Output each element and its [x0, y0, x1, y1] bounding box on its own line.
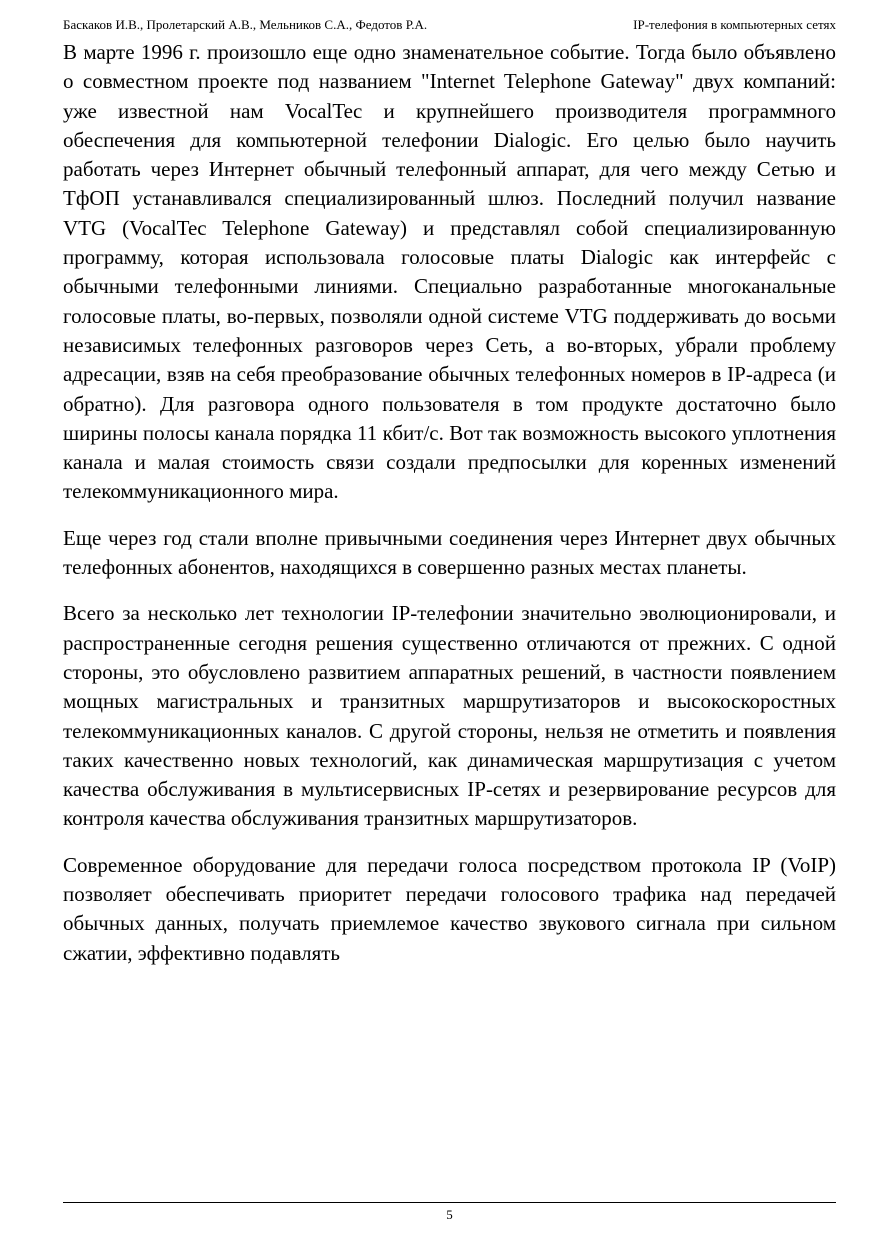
- header-book-title: IP-телефония в компьютерных сетях: [633, 17, 836, 32]
- footer-divider: [63, 1202, 836, 1203]
- paragraph-vtg-gateway: В марте 1996 г. произошло еще одно знаменательное событие. Тогда было объявлено о совместном проекте под названием "Internet Telephone Gateway" двух компаний: уже известной нам VocalTec и крупнейшего производителя программного обеспечения для компьютерной телефонии Dialogic. Его целью было научить работать через Интернет обычный телефонный аппарат, для чего между Сетью и ТфОП устанавливался специализированный шлюз. Последний получил название VTG (VocalTec Telephone Gateway) и представлял собой специализированную программу, которая использовала голосовые платы Dialogic как интерфейс с обычными телефонными линиями. Специально разработанные многоканальные голосовые платы, во-первых, позволяли одной системе VTG поддерживать до восьми независимых телефонных разговоров через Сеть, а во-вторых, убрали проблему адресации, взяв на себя преобразование обычных телефонных номеров в IP-адреса (и обратно). Для разговора одного пользователя в том продукте достаточно было ширины полосы канала порядка 11 кбит/с. Вот так возможность высокого уплотнения канала и малая стоимость связи создали предпосылки для коренных изменений телекоммуникационного мира.: [63, 40, 836, 504]
- page-number: 5: [446, 1207, 453, 1222]
- paragraph-modern-voip: Современное оборудование для передачи голоса посредством протокола IP (VoIP) позволяет обеспечивать приоритет передачи голосового трафика над передачей обычных данных, получать приемлемое качество звукового сигнала при сильном сжатии, эффективно подавлять: [63, 852, 836, 965]
- paragraph-evolution: Всего за несколько лет технологии IP-телефонии значительно эволюционировали, и распространенные сегодня решения существенно отличаются от прежних. С одной стороны, это обусловлено развитием аппаратных решений, в частности появлением мощных магистральных и транзитных маршрутизаторов и высокоскоростных телекоммуникационных каналов. С другой стороны, нельзя не отметить и появления таких качественно новых технологий, как динамическая маршрутизация с учетом качества обслуживания в мультисервисных IP-сетях и резервирование ресурсов для контроля качества обслуживания транзитных маршрутизаторов.: [63, 601, 836, 831]
- header-authors: Баскаков И.В., Пролетарский А.В., Мельников С.А., Федотов Р.А.: [63, 17, 428, 32]
- page-header: [63, 16, 836, 34]
- paragraph-year-later: Еще через год стали вполне привычными соединения через Интернет двух обычных телефонных абонентов, находящихся в совершенно разных местах планеты.: [63, 525, 836, 580]
- page-body: [63, 38, 836, 968]
